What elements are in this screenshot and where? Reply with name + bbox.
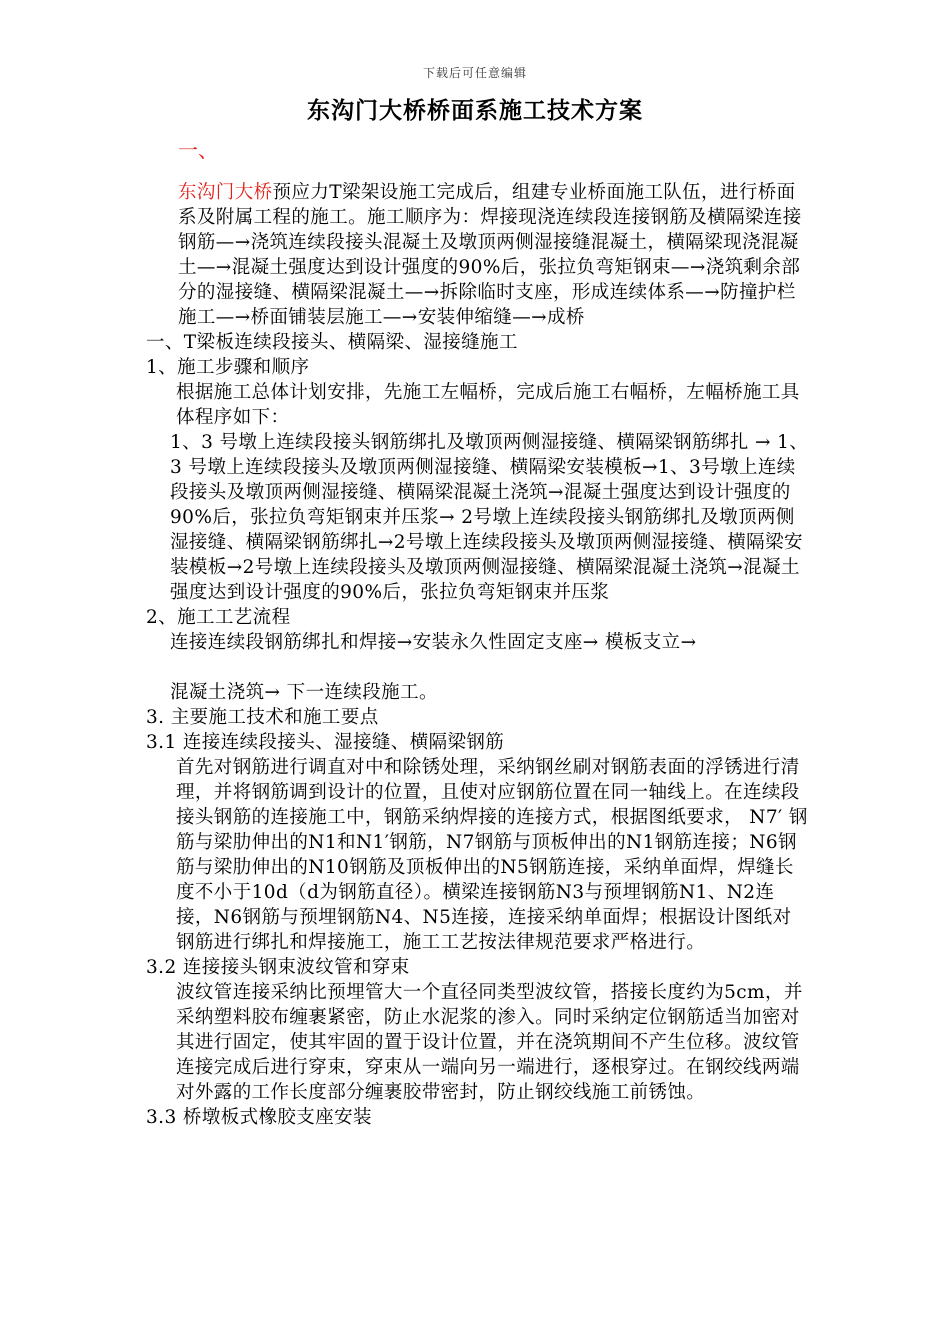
- s3-2-heading: 3.2 连接接头钢束波纹管和穿束: [146, 957, 410, 978]
- s3-1-paragraph: 首先对钢筋进行调直对中和除锈处理，采纳钢丝刷对钢筋表面的浮锈进行清理，并将钢筋调到设计的位置，且使对应钢筋位置在同一轴线上。在连续段接头钢筋的连接施工中，钢筋采纳焊接的连接方式，根据图纸要求， N7′ 钢筋与梁肋伸出的N1和N1′钢筋，N7钢筋与顶板伸出的N1钢筋连接；N6钢筋与梁肋伸出的N10钢筋及顶板伸出的N5钢筋连接，采纳单面焊，焊缝长度不小于10d（d为钢筋直径）。横梁连接钢筋N3与预埋钢筋N1、N2连接，N6钢筋与预埋钢筋N4、N5连接，连接采纳单面焊；根据设计图纸对钢筋进行绑扎和焊接施工，施工工艺按法律规范要求严格进行。: [176, 757, 808, 953]
- intro-paragraph: [146, 180, 810, 330]
- s3-1-heading: 3.1 连接连续段接头、湿接缝、横隔梁钢筋: [146, 732, 505, 753]
- page-title: 东沟门大桥桥面系施工技术方案: [307, 97, 643, 124]
- document-body: [146, 180, 810, 1130]
- intro-highlight: 东沟门大桥: [178, 182, 273, 203]
- s3-2-paragraph: 波纹管连接采纳比预埋管大一个直径同类型波纹管，搭接长度约为5cm，并采纳塑料胶布缠裹紧密，防止水泥浆的渗入。同时采纳定位钢筋适当加密对其进行固定，使其牢固的置于设计位置，并在浇筑期间不产生位移。波纹管连接完成后进行穿束，穿束从一端向另一端进行，逐根穿过。在钢绞线两端对外露的工作长度部分缠裹胶带密封，防止钢绞线施工前锈蚀。: [176, 982, 803, 1103]
- s1-2-flow-line2: 混凝土浇筑→ 下一连续段施工。: [170, 682, 438, 703]
- s1-2-heading: 2、施工工艺流程: [146, 607, 291, 628]
- section1-heading: 一、T梁板连续段接头、横隔梁、湿接缝施工: [146, 332, 518, 353]
- s3-3-heading: 3.3 桥墩板式橡胶支座安装: [146, 1107, 372, 1128]
- title-marker: 一、: [178, 138, 218, 162]
- intro-text: 预应力T梁架设施工完成后，组建专业桥面施工队伍，进行桥面系及附属工程的施工。施工顺序为：焊接现浇连续段连接钢筋及横隔梁连接钢筋—→浇筑连续段接头混凝土及墩顶两侧湿接缝混凝土，横隔梁现浇混凝土—→混凝土强度达到设计强度的90%后，张拉负弯矩钢束—→浇筑剩余部分的湿接缝、横隔梁混凝土—→拆除临时支座，形成连续体系—→防撞护栏施工—→桥面铺装层施工—→安装伸缩缝—→成桥: [178, 182, 802, 328]
- s1-1-heading: 1、施工步骤和顺序: [146, 357, 310, 378]
- s1-1-steps: 1、3 号墩上连续段接头钢筋绑扎及墩顶两侧湿接缝、横隔梁钢筋绑扎 → 1、3 号墩上连续段接头及墩顶两侧湿接缝、横隔梁安装模板→1、3号墩上连续段接头及墩顶两侧湿接缝、横隔梁混凝土浇筑→混凝土强度达到设计强度的90%后，张拉负弯矩钢束并压浆→ 2号墩上连续段接头钢筋绑扎及墩顶两侧湿接缝、横隔梁钢筋绑扎→2号墩上连续段接头及墩顶两侧湿接缝、横隔梁安装模板→2号墩上连续段接头及墩顶两侧湿接缝、横隔梁混凝土浇筑→混凝土强度达到设计强度的90%后，张拉负弯矩钢束并压浆: [170, 432, 809, 603]
- s1-1-paragraph: 根据施工总体计划安排，先施工左幅桥，完成后施工右幅桥，左幅桥施工具体程序如下：: [176, 382, 800, 428]
- s1-2-flow-line1: 连接连续段钢筋绑扎和焊接→安装永久性固定支座→ 模板支立→: [170, 632, 697, 653]
- s3-heading: 3. 主要施工技术和施工要点: [146, 707, 379, 728]
- header-note: 下载后可任意编辑: [422, 66, 527, 80]
- flow-gap: [146, 655, 810, 680]
